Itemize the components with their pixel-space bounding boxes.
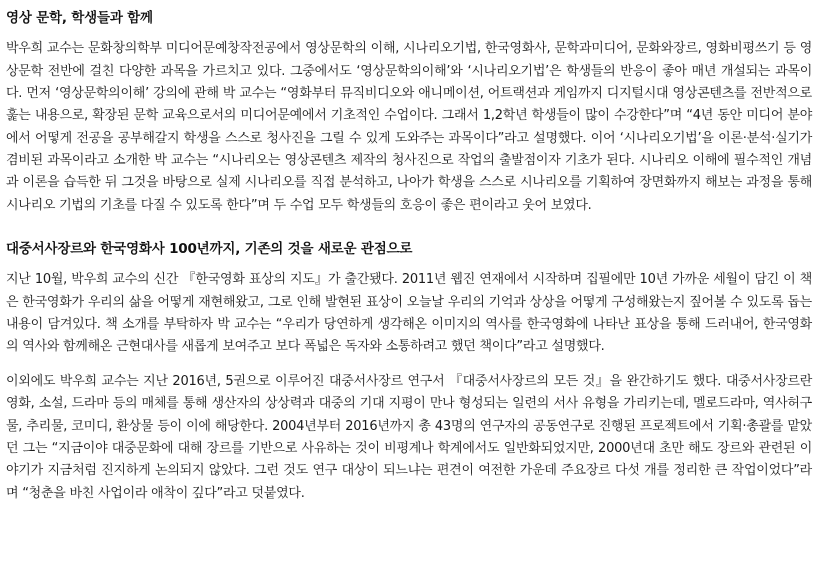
section-heading-2: 대중서사장르와 한국영화사 100년까지, 기존의 것을 새로운 관점으로 (6, 241, 413, 258)
paragraph: 이외에도 박우희 교수는 지난 2016년, 5권으로 이루어진 대중서사장르 연구서 『대중서사장르의 모든 것』을 완간하기도 했다. 대중서사장르란 영화, 소설, 드라마 등의 매체를 통해 생산자의 상상력과 대중의 기대 지평이 만나 형성되는 일련의 서사 유형을 가리키는데, 멜로드라마, 역사허구물, 추리물, 코미디, 환상물 등이 이에 해당한다. 2004년부터 2016년까지 총 43명의 연구자의 공동연구로 진행된 프로젝트에서 기획·총괄를 맡았던 그는 “지금이야 대중문화에 대해 장르를 기반으로 사유하는 것이 비평계나 학계에서도 일반화되었지만, 2000년대 초만 해도 장르와 관련된 이야기가 지금처럼 진지하게 논의되지 않았다. 그런 것도 연구 대상이 되느냐는 편견이 여전한 가운데 주요장르 다섯 개를 정리한 큰 작업이었다”라며 “청춘을 바친 사업이라 애착이 깊다”라고 덧붙였다. (6, 373, 812, 501)
section-heading-1: 영상 문학, 학생들과 함께 (6, 10, 153, 26)
paragraph: 박우희 교수는 문화창의학부 미디어문예창작전공에서 영상문학의 이해, 시나리오기법, 한국영화사, 문학과미디어, 문화와장르, 영화비평쓰기 등 영상문학 전반에 걸친 다양한 과목을 가르치고 있다. 그중에서도 ‘영상문학의이해’와 ‘시나리오기법’은 학생들의 반응이 좋아 매년 개설되는 과목이다. 먼저 ‘영상문학의이해’ 강의에 관해 박 교수는 “영화부터 뮤직비디오와 애니메이션, 어트랙션과 게임까지 디지털시대 영상콘텐츠를 전반적으로 훑는 내용으로, 확장된 문학 교육으로서의 미디어문예에서 기초적인 수업이다. 그래서 1,2학년 학생들이 많이 수강한다”며 “4년 동안 미디어 분야에서 어떻게 전공을 공부해갈지 학생을 스스로 청사진을 그릴 수 있게 도와주는 과목이다”라고 설명했다. 이어 ‘시나리오기법’을 이론·분석·실기가 겸비된 과목이라고 소개한 박 교수는 “시나리오는 영상콘텐츠 제작의 청사진으로 작업의 출발점이자 기초가 된다. 시나리오 이해에 필수적인 개념과 이론을 습득한 뒤 그것을 바탕으로 실제 시나리오를 직접 분석하고, 나아가 학생을 스스로 시나리오를 기획하여 장면화까지 해보는 과정을 통해 시나리오 기법의 기초를 다질 수 있도록 한다”며 두 수업 모두 학생들의 호응이 좋은 편이라고 웃어 보였다. (6, 41, 812, 213)
article-section-1 (6, 8, 812, 217)
article-section-2 (6, 239, 812, 505)
paragraph: 지난 10월, 박우희 교수의 신간 『한국영화 표상의 지도』가 출간됐다. 2011년 웹진 연재에서 시작하며 집필에만 10년 가까운 세월이 담긴 이 책은 한국영화가 우리의 삶을 어떻게 재현해왔고, 그로 인해 발현된 표상이 오늘날 우리의 기억과 상상을 어떻게 구성해왔는지 짚어볼 수 있도록 돕는 내용이 담겨있다. 책 소개를 부탁하자 박 교수는 “우리가 당연하게 생각해온 이미지의 역사를 한국영화에 나타난 표상을 통해 드러내어, 한국영화의 역사와 함께해온 근현대사를 새롭게 보여주고 보다 폭넓은 독자와 소통하려고 했던 책이다”라고 설명했다. (6, 272, 812, 355)
